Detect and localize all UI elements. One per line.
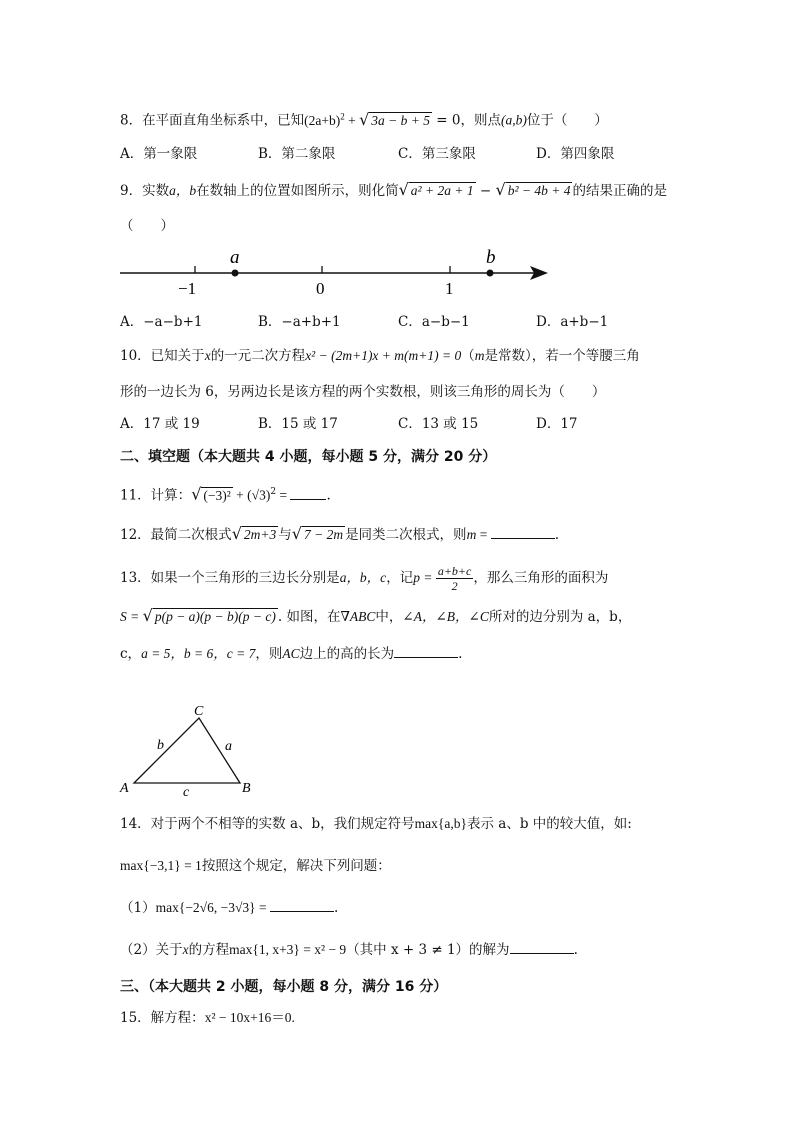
q9-answer-paren: （ ） (120, 218, 174, 234)
vertex-b-label: B (242, 781, 251, 796)
side-a-label: a (225, 739, 232, 754)
q13-answer-blank[interactable] (394, 644, 458, 658)
vertex-c-label: C (194, 704, 204, 719)
q14-line-2: max{−3,1} = 1按照这个规定，解决下列问题： (120, 858, 391, 874)
q14-part-1: （1）max{−2√6, −3√3} = . (120, 900, 339, 916)
q10-option-b: B．15 或 17 (258, 416, 338, 432)
q10-option-c: C．13 或 15 (398, 416, 479, 432)
q10-option-d: D．17 (536, 416, 578, 432)
point-a (232, 270, 239, 277)
label-neg1: −1 (178, 279, 197, 298)
q8-option-c: C．第三象限 (398, 146, 476, 162)
number-line (110, 244, 560, 299)
question-8: 8．在平面直角坐标系中，已知$(2a+b)^2$ + √ 3a − b + 5 = 0，则点(a,b)位于（ ） (120, 109, 608, 129)
triangle-figure (114, 700, 264, 800)
q8-expr: $(2a+b)^2$ + √ 3a − b + 5 (304, 109, 431, 129)
question-12: 12．最简二次根式√ 2m+3 与√ 7 − 2m 是同类二次根式，则m = . (120, 524, 559, 543)
q14-part2-blank[interactable] (510, 940, 574, 954)
question-9: 9．实数a，b在数轴上的位置如图所示，则化简√ a² + 2a + 1 − √ b² − 4b + 4 的结果正确的是 (120, 180, 667, 199)
q11-answer-blank[interactable] (290, 486, 326, 500)
q10-option-a: A．17 或 19 (120, 416, 200, 432)
side-c-label: c (183, 785, 190, 800)
vertex-a-label: A (120, 781, 129, 796)
q12-answer-blank[interactable] (491, 525, 555, 539)
label-1: 1 (445, 279, 454, 298)
q13-line-3: c，a = 5，b = 6，c = 7，则AC边上的高的长为 . (120, 646, 463, 662)
label-0: 0 (316, 279, 325, 298)
label-b: b (486, 247, 496, 268)
q14-part-2: （2）关于x的方程max{1, x+3} = x² − 9（其中 x + 3 ≠ 1）的解为 . (120, 942, 578, 958)
q14-part1-blank[interactable] (270, 898, 334, 912)
point-b (487, 270, 494, 277)
side-b-label: b (157, 738, 164, 753)
q13-line-2: S = √ p(p − a)(p − b)(p − c) . 如图，在∇ABC中，∠A，∠B，∠C所对的边分别为 a，b， (120, 606, 632, 625)
q10-line-2: 形的一边长为 6，另两边长是该方程的两个实数根，则该三角形的周长为（ ） (120, 384, 606, 400)
q8-option-a: A．第一象限 (120, 146, 198, 162)
question-13: 13．如果一个三角形的三边长分别是a，b，c，记p = $\frac{a+b+c}{2}$ ，那么三角形的面积为 (120, 564, 609, 593)
section-2-heading: 二、填空题（本大题共 4 小题，每小题 5 分，满分 20 分） (120, 449, 497, 465)
q9-option-b: B．−a+b+1 (258, 314, 341, 330)
question-15: 15．解方程：x² − 10x+16＝0. (120, 1010, 295, 1026)
section-3-heading: 三、（本大题共 2 小题，每小题 8 分，满分 16 分） (120, 979, 448, 995)
q9-option-c: C．a−b−1 (398, 314, 470, 330)
label-a: a (230, 247, 240, 268)
question-14: 14．对于两个不相等的实数 a、b，我们规定符号max{a,b}表示 a、b 中的较大值，如: (120, 816, 632, 832)
q8-option-b: B．第二象限 (258, 146, 336, 162)
question-10: 10．已知关于x的一元二次方程x² − (2m+1)x + m(m+1) = 0（m是常数），若一个等腰三角 (120, 348, 640, 364)
question-11: 11．计算：√ $(-3)^2 + (√3)^2$ = . (120, 484, 331, 504)
q9-option-a: A．−a−b+1 (120, 314, 203, 330)
q8-option-d: D．第四象限 (536, 146, 615, 162)
q9-option-d: D．a+b−1 (536, 314, 609, 330)
